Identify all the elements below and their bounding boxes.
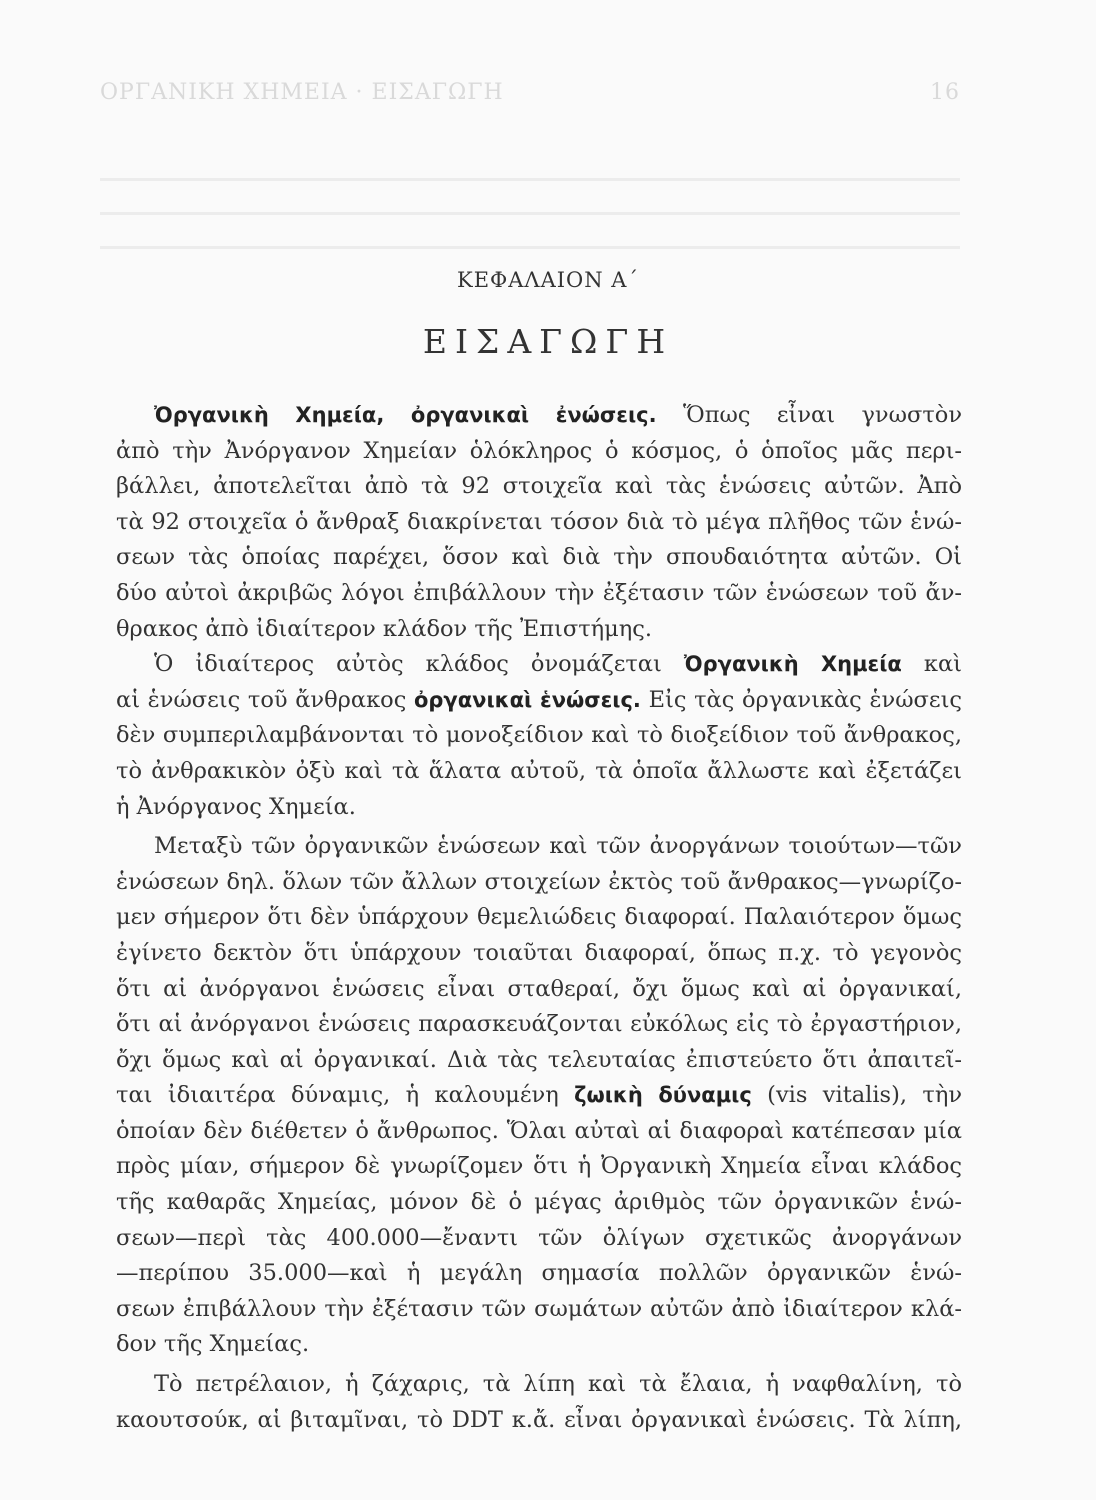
text-line: σεων—περὶ τὰς 400.000—ἔναντι τῶν ὀλίγων σχετικῶς ἀνοργάνων <box>116 1224 962 1251</box>
bleed-through-line <box>100 246 960 249</box>
text-line: δύο αὐτοὶ ἀκριβῶς λόγοι ἐπιβάλλουν τὴν ἐξέτασιν τῶν ἑνώσεων τοῦ ἄν- <box>116 579 962 606</box>
text-line: ὅτι αἱ ἀνόργανοι ἑνώσεις εἶναι σταθεραί, ὄχι ὅμως καὶ αἱ ὀργανικαί, <box>116 975 962 1002</box>
text-line: ὅτι αἱ ἀνόργανοι ἑνώσεις παρασκευάζονται εὐκόλως εἰς τὸ ἐργαστήριον, <box>116 1011 962 1038</box>
text-line: δον τῆς Χημείας. <box>116 1331 310 1358</box>
text-line: καουτσούκ, αἱ βιταμῖναι, τὸ DDT κ.ἄ. εἶναι ὀργανικαὶ ἑνώσεις. Τὰ λίπη, <box>116 1406 962 1433</box>
text-line: ἡ Ἀνόργανος Χημεία. <box>116 793 356 820</box>
bleed-through-page-number: 16 <box>930 80 960 105</box>
section-heading: Ὀργανικὴ Χημεία, ὀργανικαὶ ἐνώσεις. <box>154 403 657 427</box>
bleed-through-header <box>100 80 960 110</box>
body-text <box>116 398 962 1438</box>
text-line: πρὸς μίαν, σήμερον δὲ γνωρίζομεν ὅτι ἡ Ὀργανικὴ Χημεία εἶναι κλάδος <box>116 1153 962 1180</box>
chapter-title: ΕΙΣΑΓΩΓΗ <box>422 322 674 361</box>
bold-term: Ὀργανικὴ Χημεία <box>683 652 902 677</box>
text-line: δὲν συμπεριλαμβάνονται τὸ μονοξείδιον καὶ τὸ διοξείδιον τοῦ ἄνθρακος, <box>116 722 962 749</box>
text-line: Τὸ πετρέλαιον, ἡ ζάχαρις, τὰ λίπη καὶ τὰ ἔλαια, ἡ ναφθαλίνη, τὸ <box>154 1371 962 1398</box>
bold-term: ὀργανικαὶ ἑνώσεις. <box>413 687 641 712</box>
text-line <box>116 683 962 719</box>
text-span: καὶ <box>923 651 962 678</box>
bleed-through-line <box>100 178 960 181</box>
bleed-through-header-text: ΟΡΓΑΝΙΚΗ ΧΗΜΕΙΑ · ΕΙΣΑΓΩΓΗ <box>100 80 504 105</box>
text-line: θρακος ἀπὸ ἰδιαίτερον κλάδον τῆς Ἐπιστήμης. <box>116 615 652 642</box>
text-line: ἀπὸ τὴν Ἀνόργανον Χημείαν ὁλόκληρος ὁ κόσμος, ὁ ὁποῖος μᾶς περι- <box>116 437 962 464</box>
text-line: ὄχι ὅμως καὶ αἱ ὀργανικαί. Διὰ τὰς τελευταίας ἐπιστεύετο ὅτι ἀπαιτεῖ- <box>116 1046 962 1073</box>
text-span: ται ἰδιαιτέρα δύναμις, ἡ καλουμένη <box>116 1082 559 1109</box>
text-line <box>116 398 962 434</box>
text-line <box>116 1078 962 1114</box>
text-line <box>116 647 962 683</box>
text-span: (vis vitalis), τὴν <box>767 1082 963 1109</box>
text-line: σεων τὰς ὁποίας παρέχει, ὅσον καὶ διὰ τὴν σπουδαιότητα αὐτῶν. Οἱ <box>116 544 962 571</box>
text-line: ἐγίνετο δεκτὸν ὅτι ὑπάρχουν τοιαῦται διαφοραί, ὅπως π.χ. τὸ γεγονὸς <box>116 939 962 966</box>
text-line: βάλλει, ἀποτελεῖται ἀπὸ τὰ 92 στοιχεῖα καὶ τὰς ἑνώσεις αὐτῶν. Ἀπὸ <box>116 473 962 500</box>
text-line: —περίπου 35.000—καὶ ἡ μεγάλη σημασία πολλῶν ὀργανικῶν ἑνώ- <box>116 1260 962 1287</box>
text-line: τῆς καθαρᾶς Χημείας, μόνον δὲ ὁ μέγας ἀριθμὸς τῶν ὀργανικῶν ἑνώ- <box>116 1189 962 1216</box>
text-span: Ὁ ἰδιαίτερος αὐτὸς κλάδος ὀνομάζεται <box>154 651 662 678</box>
text-span: Εἰς τὰς ὀργανικὰς ἑνώσεις <box>648 686 962 713</box>
text-line: τὰ 92 στοιχεῖα ὁ ἄνθραξ διακρίνεται τόσον διὰ τὸ μέγα πλῆθος τῶν ἑνώ- <box>116 508 962 535</box>
bold-term: ζωικὴ δύναμις <box>574 1083 752 1108</box>
bleed-through-line <box>100 212 960 215</box>
text-line: τὸ ἀνθρακικὸν ὀξὺ καὶ τὰ ἅλατα αὐτοῦ, τὰ ὁποῖα ἄλλωστε καὶ ἐξετάζει <box>116 757 962 784</box>
text-line: ὁποίαν δὲν διέθετεν ὁ ἄνθρωπος. Ὅλαι αὐταὶ αἱ διαφοραὶ κατέπεσαν μία <box>116 1117 962 1144</box>
text-span: αἱ ἑνώσεις τοῦ ἄνθρακος <box>116 686 407 713</box>
chapter-label: ΚΕΦΑΛΑΙΟΝ Α΄ <box>457 268 639 292</box>
text-line: μεν σήμερον ὅτι δὲν ὑπάρχουν θεμελιώδεις διαφοραί. Παλαιότερον ὅμως <box>116 904 962 931</box>
text-line: Μεταξὺ τῶν ὀργανικῶν ἑνώσεων καὶ τῶν ἀνοργάνων τοιούτων—τῶν <box>154 833 962 860</box>
text-line: ἑνώσεων δηλ. ὅλων τῶν ἄλλων στοιχείων ἐκτὸς τοῦ ἄνθρακος—γνωρίζο- <box>116 868 962 895</box>
text-span: Ὅπως εἶναι γνωστὸν <box>683 402 962 428</box>
text-line: σεων ἐπιβάλλουν τὴν ἐξέτασιν τῶν σωμάτων αὐτῶν ἀπὸ ἰδιαίτερον κλά- <box>116 1295 962 1322</box>
